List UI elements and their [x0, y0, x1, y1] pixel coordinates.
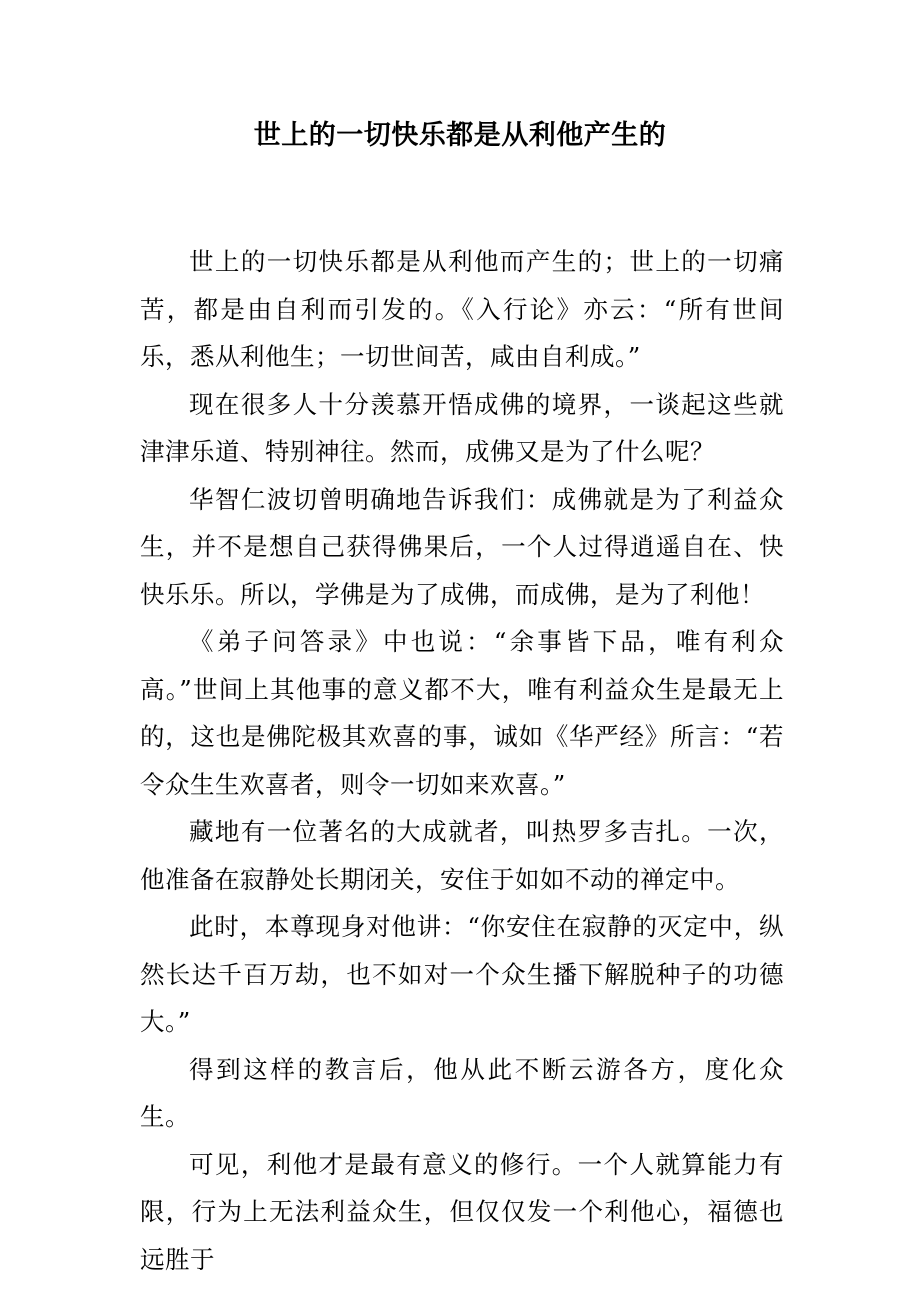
paragraph: 藏地有一位著名的大成就者，叫热罗多吉扎。一次，他准备在寂静处长期闭关，安住于如如不动的禅定中。: [140, 817, 784, 894]
paragraph: 华智仁波切曾明确地告诉我们：成佛就是为了利益众生，并不是想自己获得佛果后，一个人过得逍遥自在、快快乐乐。所以，学佛是为了成佛，而成佛，是为了利他！: [140, 484, 784, 609]
paragraph: 得到这样的教言后，他从此不断云游各方，度化众生。: [140, 1054, 784, 1131]
paragraph: 世上的一切快乐都是从利他而产生的；世上的一切痛苦，都是由自利而引发的。《入行论》亦云：“所有世间乐，悉从利他生；一切世间苦，咸由自利成。”: [140, 247, 784, 371]
paragraph: 《弟子问答录》中也说：“余事皆下品，唯有利众高。”世间上其他事的意义都不大，唯有利益众生是最无上的，这也是佛陀极其欢喜的事，诚如《华严经》所言：“若令众生生欢喜者，则令一切如来欢喜。”: [140, 627, 784, 799]
document-body: [140, 238, 784, 1283]
paragraph: 现在很多人十分羡慕开悟成佛的境界，一谈起这些就津津乐道、特别神往。然而，成佛又是为了什么呢？: [140, 389, 784, 466]
paragraph: 此时，本尊现身对他讲：“你安住在寂静的灭定中，纵然长达千百万劫，也不如对一个众生播下解脱种子的功德大。”: [140, 912, 784, 1036]
paragraph: 可见，利他才是最有意义的修行。一个人就算能力有限，行为上无法利益众生，但仅仅发一个利他心，福德也远胜于: [140, 1149, 784, 1274]
document-title: 世上的一切快乐都是从利他产生的: [253, 120, 667, 151]
